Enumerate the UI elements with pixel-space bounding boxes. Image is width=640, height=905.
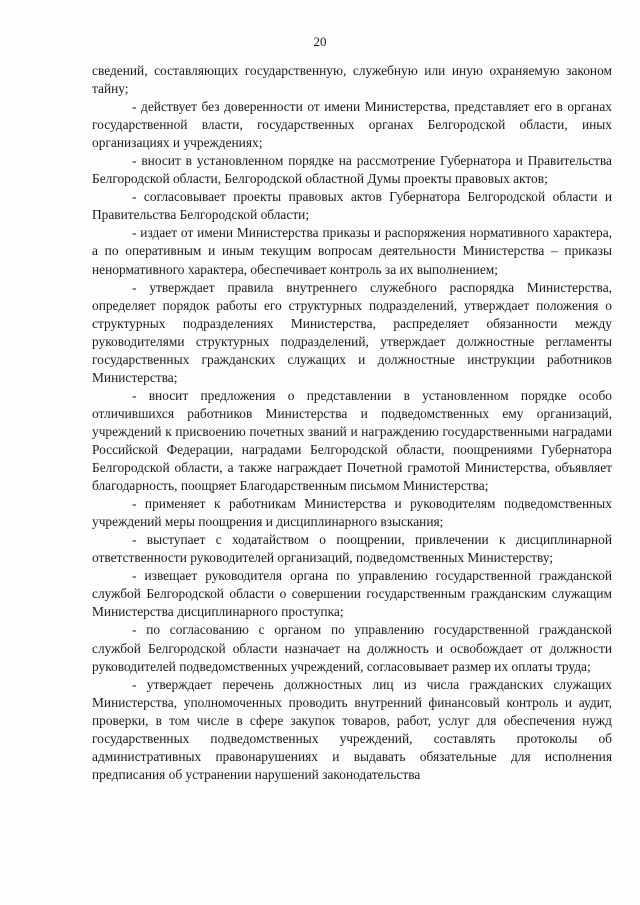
page-number: 20 <box>313 34 327 49</box>
paragraph: - издает от имени Министерства приказы и распоряжения нормативного характера, а по оперативным и иным текущим вопросам деятельности Министерства – приказы ненормативного характера, обеспечивает контроль за их выполнением; <box>92 225 612 277</box>
paragraph: - извещает руководителя органа по управлению государственной гражданской службой Белгородской области о совершении государственным гражданским служащим Министерства дисциплинарного проступка; <box>92 568 612 620</box>
paragraph: - вносит в установленном порядке на рассмотрение Губернатора и Правительства Белгородской области, Белгородской областной Думы проекты правовых актов; <box>92 153 612 187</box>
paragraph: сведений, составляющих государственную, служебную или иную охраняемую законом тайну; <box>92 63 612 97</box>
document-body <box>92 62 612 784</box>
paragraph: - действует без доверенности от имени Министерства, представляет его в органах государственной власти, государственных органах Белгородской области, иных организациях и учреждениях; <box>92 99 612 151</box>
paragraph: - выступает с ходатайством о поощрении, привлечении к дисциплинарной ответственности руководителей организаций, подведомственных Министерству; <box>92 532 612 566</box>
paragraph: - утверждает правила внутреннего служебного распорядка Министерства, определяет порядок работы его структурных подразделений, утверждает положения о структурных подразделениях Министерства, распределяет обязанности между руководителями структурных подразделений, утверждает должностные регламенты государственных гражданских служащих и должностные инструкции работников Министерства; <box>92 279 612 385</box>
paragraph: - по согласованию с органом по управлению государственной гражданской службой Белгородской области назначает на должность и освобождает от должности руководителей подведомственных учреждений, согласовывает размер их оплаты труда; <box>92 622 612 674</box>
paragraph: - утверждает перечень должностных лиц из числа гражданских служащих Министерства, уполномоченных проводить внутренний финансовый контроль и аудит, проверки, в том числе в сфере закупок товаров, работ, услуг для обеспечения нужд государственных подведомственных учреждений, составлять протоколы об административных правонарушениях и выдавать обязательные для исполнения предписания об устранении нарушений законодательства <box>92 676 612 782</box>
paragraph: - согласовывает проекты правовых актов Губернатора Белгородской области и Правительства Белгородской области; <box>92 189 612 223</box>
paragraph: - применяет к работникам Министерства и руководителям подведомственных учреждений меры поощрения и дисциплинарного взыскания; <box>92 496 612 530</box>
paragraph: - вносит предложения о представлении в установленном порядке особо отличившихся работников Министерства и подведомственных ему организаций, учреждений к присвоению почетных званий и награждению государственными наградами Российской Федерации, наградами Белгородской области, поощрениями Губернатора Белгородской области, а также награждает Почетной грамотой Министерства, объявляет благодарность, поощряет Благодарственным письмом Министерства; <box>92 387 612 494</box>
